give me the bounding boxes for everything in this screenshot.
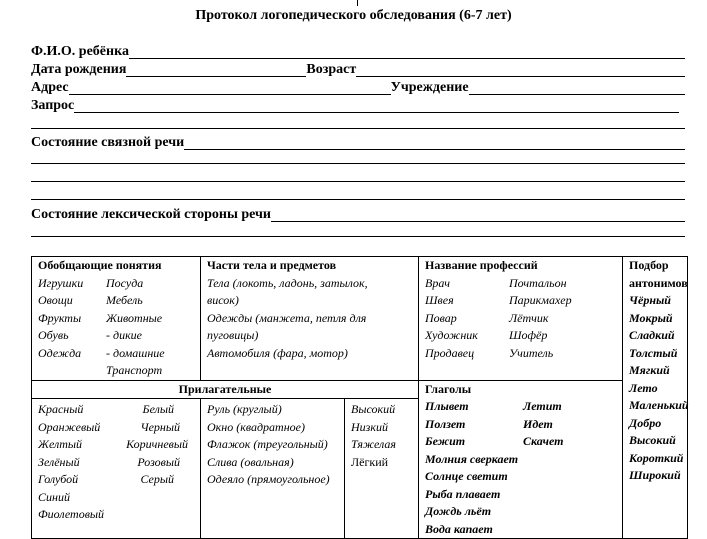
list-item: Дождь льёт <box>425 504 492 518</box>
list-item: Толстый <box>629 345 678 360</box>
list-item: Одежда <box>38 345 82 360</box>
blank-line[interactable] <box>31 163 685 164</box>
list-item <box>112 489 200 507</box>
list-item: Тела (локоть, ладонь, затылок, висок) <box>207 275 368 307</box>
list-item: Овощи <box>38 293 73 307</box>
list-item: Продавец <box>425 345 475 360</box>
list-item: Желтый <box>38 437 83 451</box>
list-item: Фрукты <box>38 310 82 325</box>
list-item: Высокий <box>629 433 676 447</box>
list-item: Маленький <box>629 398 689 412</box>
list-item <box>112 506 200 524</box>
list-item: Одежды (манжета, петля для пуговицы) <box>207 310 367 342</box>
list-item: Белый <box>142 402 174 416</box>
list-item: Вода капает <box>425 521 493 536</box>
list-item: Игрушки <box>38 275 84 290</box>
generalizing-list <box>38 275 200 380</box>
list-item: Рыба плавает <box>425 486 501 501</box>
blank-line[interactable] <box>31 128 685 129</box>
list-item: Солнце светит <box>425 469 508 483</box>
list-item: Мебель <box>106 293 143 307</box>
list-item <box>38 362 106 380</box>
professions-header: Название профессий <box>425 258 538 272</box>
list-item: Коричневый <box>126 437 188 451</box>
list-item: - домашние <box>106 345 165 360</box>
speech-line[interactable] <box>31 132 685 150</box>
list-item: Бежит <box>425 434 466 448</box>
lexical-field[interactable] <box>271 207 685 222</box>
list-item: Врач <box>425 275 450 290</box>
list-item: Лёгкий <box>351 454 389 469</box>
generalizing-cell <box>32 257 201 381</box>
blank-line[interactable] <box>31 199 685 200</box>
shapes-list <box>207 399 344 489</box>
request-line[interactable] <box>31 95 679 113</box>
list-item: Почтальон <box>509 275 567 290</box>
list-item: Животные <box>106 310 163 325</box>
body-parts-cell <box>201 257 419 381</box>
list-item: Черный <box>140 419 180 434</box>
fio-line[interactable] <box>31 41 685 59</box>
lexical-label: Состояние лексической стороны речи <box>31 207 271 222</box>
professions-list <box>425 275 622 363</box>
list-item: Лето <box>629 380 658 395</box>
list-item: Серый <box>140 472 174 486</box>
speech-field[interactable] <box>184 135 685 150</box>
antonyms-list <box>629 292 687 485</box>
verbs-pairs <box>425 398 622 451</box>
age-label: Возраст <box>306 62 357 77</box>
list-item: Окно (квадратное) <box>207 419 305 434</box>
generalizing-header: Обобщающие понятия <box>38 258 162 272</box>
list-item: Швея <box>425 293 454 307</box>
list-item: Низкий <box>351 419 388 434</box>
list-item: Учитель <box>509 345 554 360</box>
list-item: Художник <box>425 328 478 342</box>
list-item: Голубой <box>38 472 79 486</box>
list-item: Плывет <box>425 399 469 413</box>
list-item: Розовый <box>137 454 180 469</box>
list-item: Чёрный <box>629 293 671 307</box>
adjectives-shapes-cell <box>201 399 345 539</box>
list-item: Шофёр <box>509 328 548 342</box>
list-item: Красный <box>38 402 84 416</box>
antonyms-header: Подбор антонимов <box>629 258 688 290</box>
fio-field[interactable] <box>129 44 685 59</box>
birth-field[interactable] <box>126 62 306 77</box>
list-item: Руль (круглый) <box>207 402 282 416</box>
list-item: Обувь <box>38 328 69 342</box>
list-item: Широкий <box>629 468 681 482</box>
list-item: Оранжевый <box>38 419 101 434</box>
verbs-header: Глаголы <box>425 381 472 396</box>
colors-list <box>38 399 200 524</box>
page-title: Протокол логопедического обследования (6-7 лет) <box>195 8 512 23</box>
birth-label: Дата рождения <box>31 62 127 77</box>
body-parts-header: Части тела и предметов <box>207 258 337 272</box>
list-item: Мокрый <box>629 310 673 325</box>
adjectives-header: Прилагательные <box>32 380 419 399</box>
list-item: Тяжелая <box>351 437 396 451</box>
request-field[interactable] <box>74 98 679 113</box>
body-parts-list <box>207 275 418 363</box>
page-top-mark <box>357 0 358 6</box>
verbs-phrases <box>425 451 622 539</box>
list-item: Мягкий <box>629 363 670 377</box>
verbs-cell <box>419 380 623 539</box>
birth-age-line[interactable] <box>31 59 685 77</box>
list-item: Зелёный <box>38 454 80 469</box>
list-item: Высокий <box>351 402 396 416</box>
list-item: Фиолетовый <box>38 507 105 521</box>
list-item: Автомобиля (фара, мотор) <box>207 345 348 360</box>
antonyms-cell <box>623 257 688 539</box>
list-item: - дикие <box>106 328 143 342</box>
lexical-test-table <box>31 256 688 539</box>
list-item: Молния сверкает <box>425 451 519 466</box>
qualities-list <box>351 399 418 471</box>
list-item: Одеяло (прямоугольное) <box>207 472 330 486</box>
list-item: Скачет <box>523 434 564 448</box>
blank-line[interactable] <box>31 236 685 237</box>
speech-label: Состояние связной речи <box>31 135 185 150</box>
blank-line[interactable] <box>31 181 685 182</box>
list-item: Лётчик <box>509 310 549 325</box>
list-item: Слива (овальная) <box>207 454 294 469</box>
adjectives-qualities-cell <box>345 399 419 539</box>
list-item: Парикмахер <box>509 293 572 307</box>
list-item: Сладкий <box>629 328 675 342</box>
list-item: Идет <box>523 416 553 431</box>
address-field[interactable] <box>69 80 391 95</box>
list-item: Летит <box>523 399 562 413</box>
list-item: Ползет <box>425 416 466 431</box>
request-label: Запрос <box>31 98 75 113</box>
institution-label: Учреждение <box>390 80 469 95</box>
adjectives-colors-cell <box>32 399 201 539</box>
list-item: Транспорт <box>106 363 163 377</box>
list-item: Короткий <box>629 450 684 465</box>
fio-label: Ф.И.О. ребёнка <box>31 44 129 59</box>
age-field[interactable] <box>356 62 685 77</box>
list-item: Повар <box>425 310 457 325</box>
list-item: Флажок (треугольный) <box>207 437 328 451</box>
list-item: Синий <box>38 489 70 504</box>
address-line[interactable] <box>31 77 685 95</box>
institution-field[interactable] <box>469 80 685 95</box>
list-item: Посуда <box>106 275 144 290</box>
address-label: Адрес <box>31 80 69 95</box>
professions-cell <box>419 257 623 381</box>
list-item: Добро <box>629 415 662 430</box>
lexical-line[interactable] <box>31 204 685 222</box>
